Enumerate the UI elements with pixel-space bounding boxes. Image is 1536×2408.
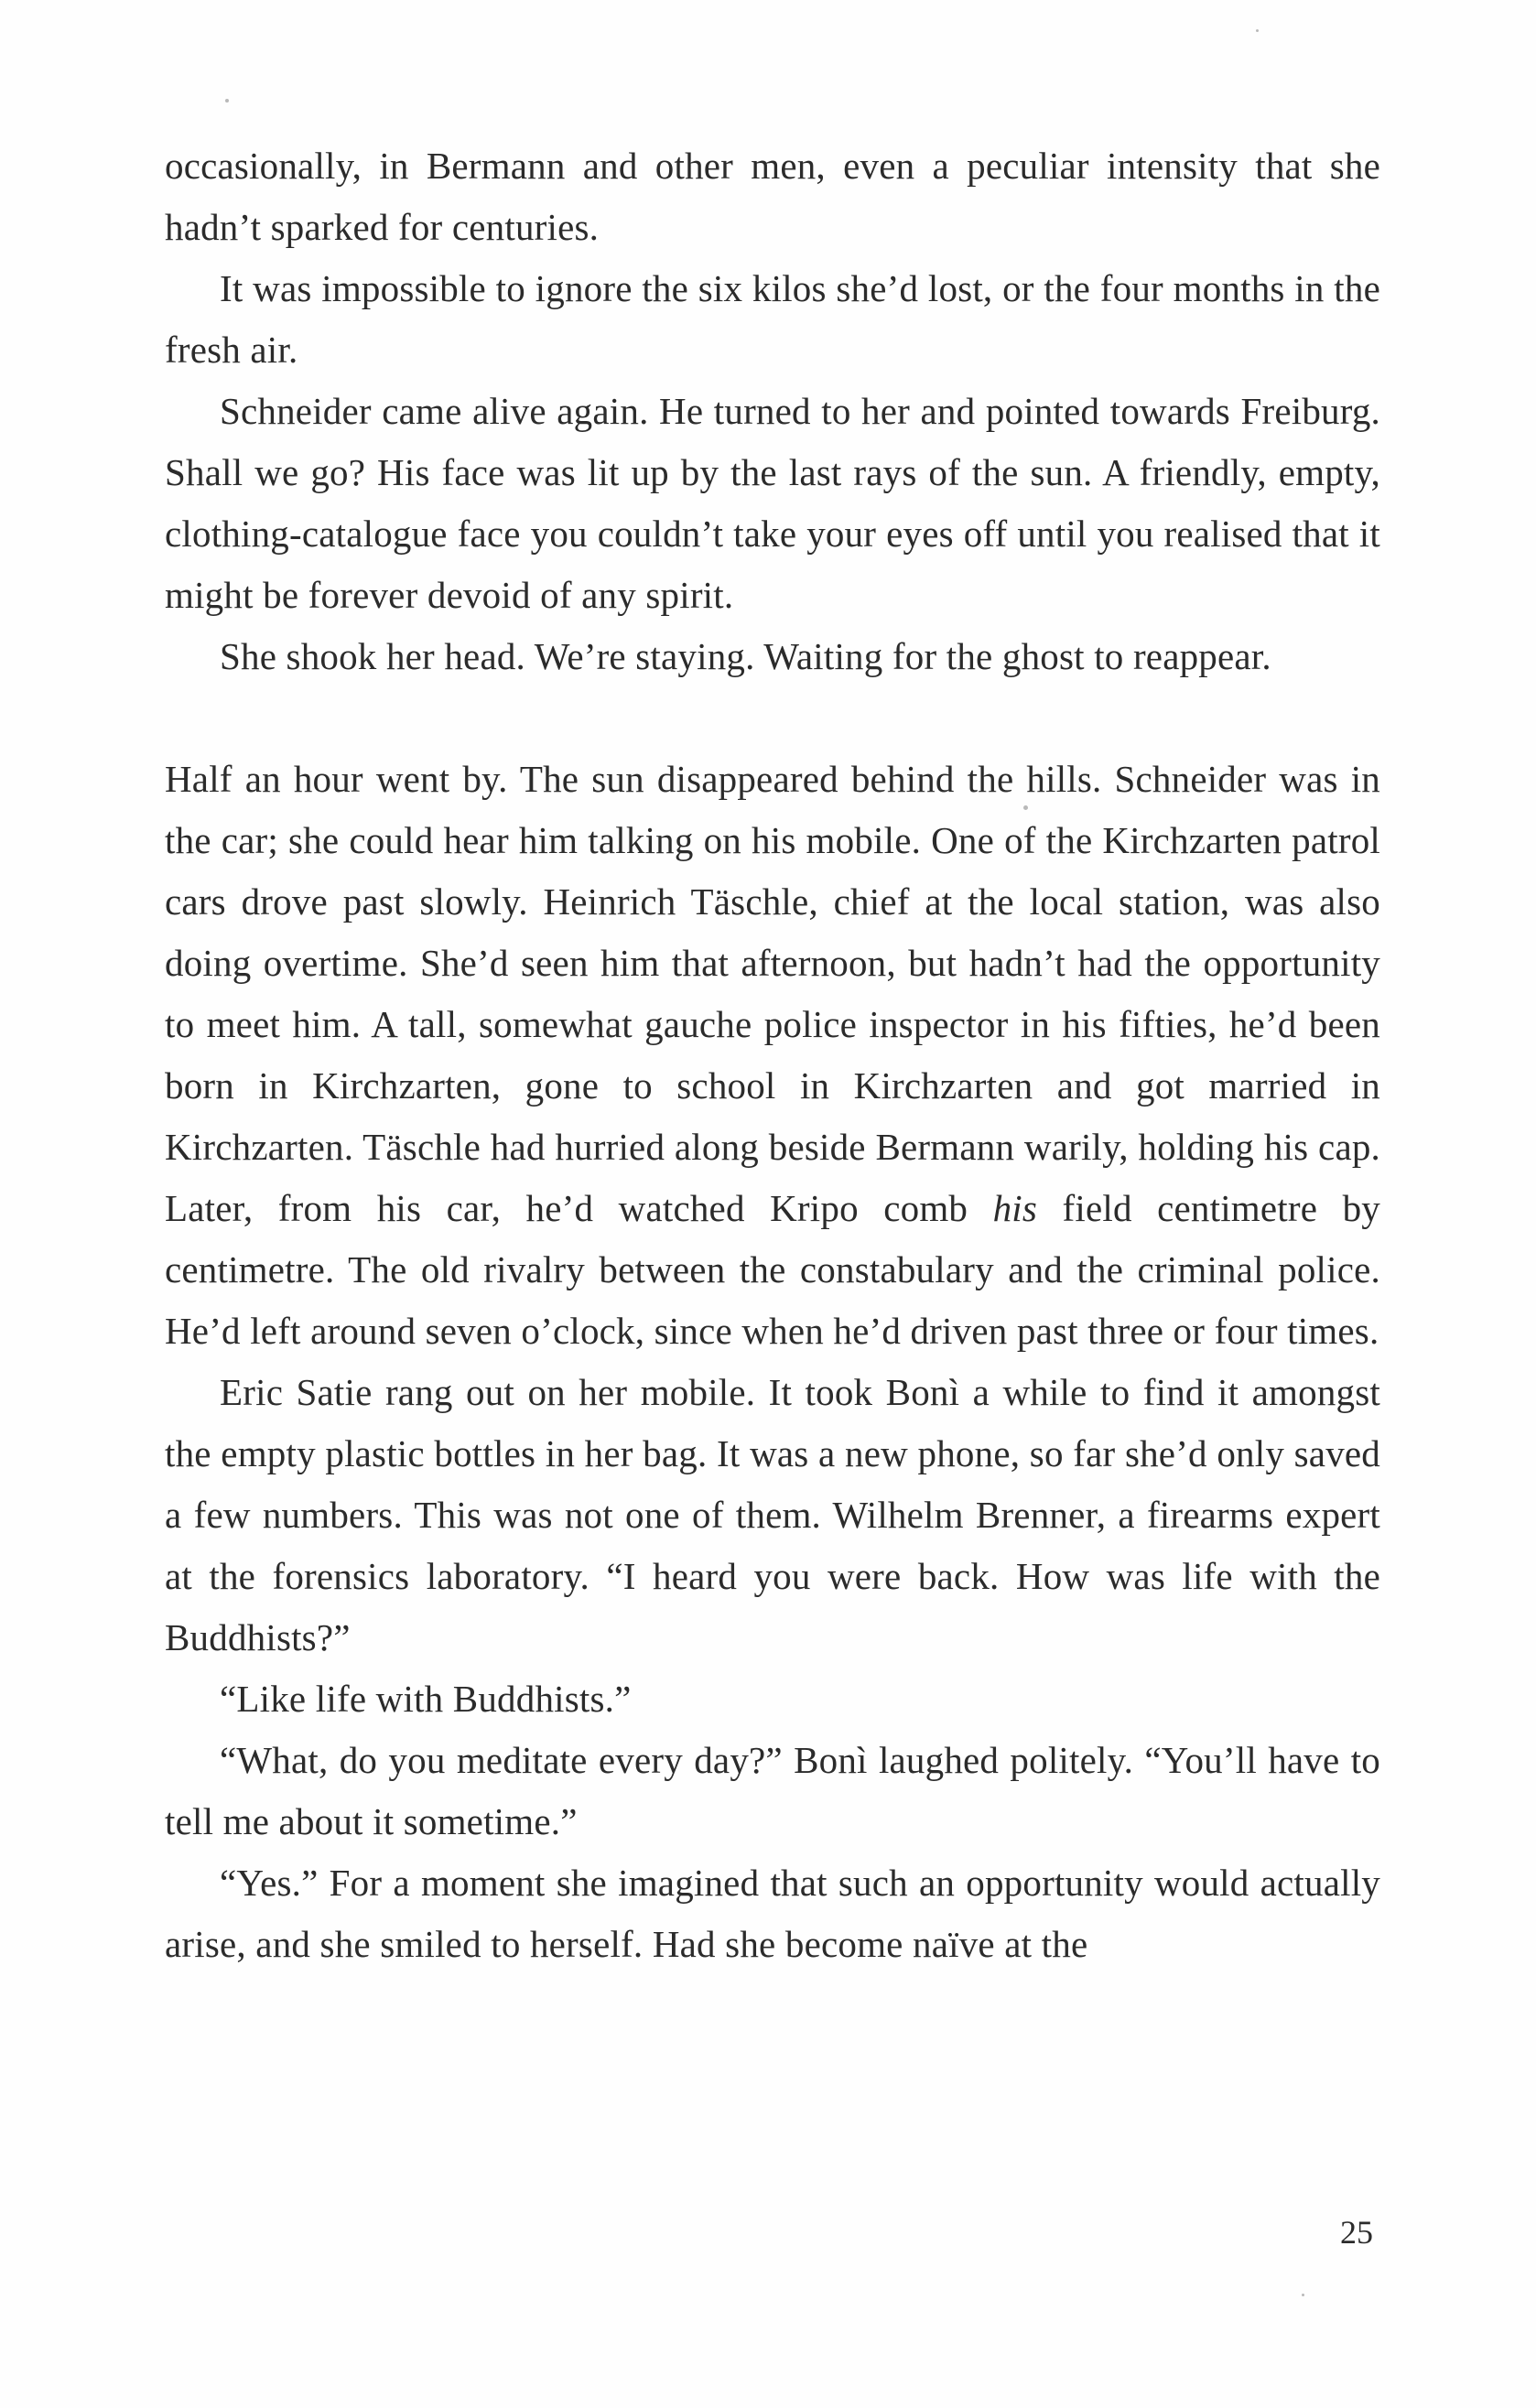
page-number: 25 (1340, 2214, 1373, 2251)
paper-speck (1302, 2294, 1304, 2296)
paragraph-continuation: occasionally, in Bermann and other men, even a peculiar intensity that she hadn’t sparked for centuries. (165, 145, 1380, 248)
paragraph-meditate: “What, do you meditate every day?” Bonì laughed politely. “You’ll have to tell me about it sometime.” (165, 1739, 1380, 1842)
paper-speck (1256, 29, 1259, 32)
paragraph-yes: “Yes.” For a moment she imagined that such an opportunity would actually arise, and she smiled to herself. Had she become naïve at the (165, 1862, 1380, 1965)
paper-speck (225, 99, 229, 103)
body-text (165, 135, 1380, 1975)
emphasis-his: his (992, 1187, 1038, 1229)
paragraph-kilos: It was impossible to ignore the six kilos she’d lost, or the four months in the fresh air. (165, 267, 1380, 371)
paragraph-staying: She shook her head. We’re staying. Waiting for the ghost to reappear. (220, 635, 1271, 677)
paragraph-satie: Eric Satie rang out on her mobile. It took Bonì a while to find it amongst the empty plastic bottles in her bag. It was a new phone, so far she’d only saved a few numbers. This was not one of them. Wilhelm Brenner, a firearms expert at the forensics laboratory. “I heard you were back. How was life with the Buddhists?” (165, 1371, 1380, 1658)
paragraph-half-hour (165, 749, 1380, 1362)
paragraph-buddhists-reply: “Like life with Buddhists.” (220, 1678, 632, 1720)
paragraph-half-hour-tail: field centimetre by centimetre. The old rivalry between the constabulary and the criminal police. He’d left around seven o’clock, since when he’d driven past three or four times. (165, 1187, 1381, 1352)
paragraph-schneider: Schneider came alive again. He turned to her and pointed towards Freiburg. Shall we go? His face was lit up by the last rays of the sun. A friendly, empty, clothing-catalogue face you couldn’t take your eyes off until you realised that it might be forever devoid of any spirit. (165, 390, 1380, 616)
paragraph-half-hour-text: Half an hour went by. The sun disappeared behind the hills. Schneider was in the car; she could hear him talking on his mobile. One of the Kirchzarten patrol cars drove past slowly. Heinrich Täschle, chief at the local station, was also doing overtime. She’d seen him that afternoon, but hadn’t had the opportunity to meet him. A tall, somewhat gauche police inspector in his fifties, he’d been born in Kirchzarten, gone to school in Kirchzarten and got married in Kirchzarten. Täschle had hurried along beside Bermann warily, holding his cap. Later, from his car, he’d watched Kripo comb (165, 758, 1380, 1229)
